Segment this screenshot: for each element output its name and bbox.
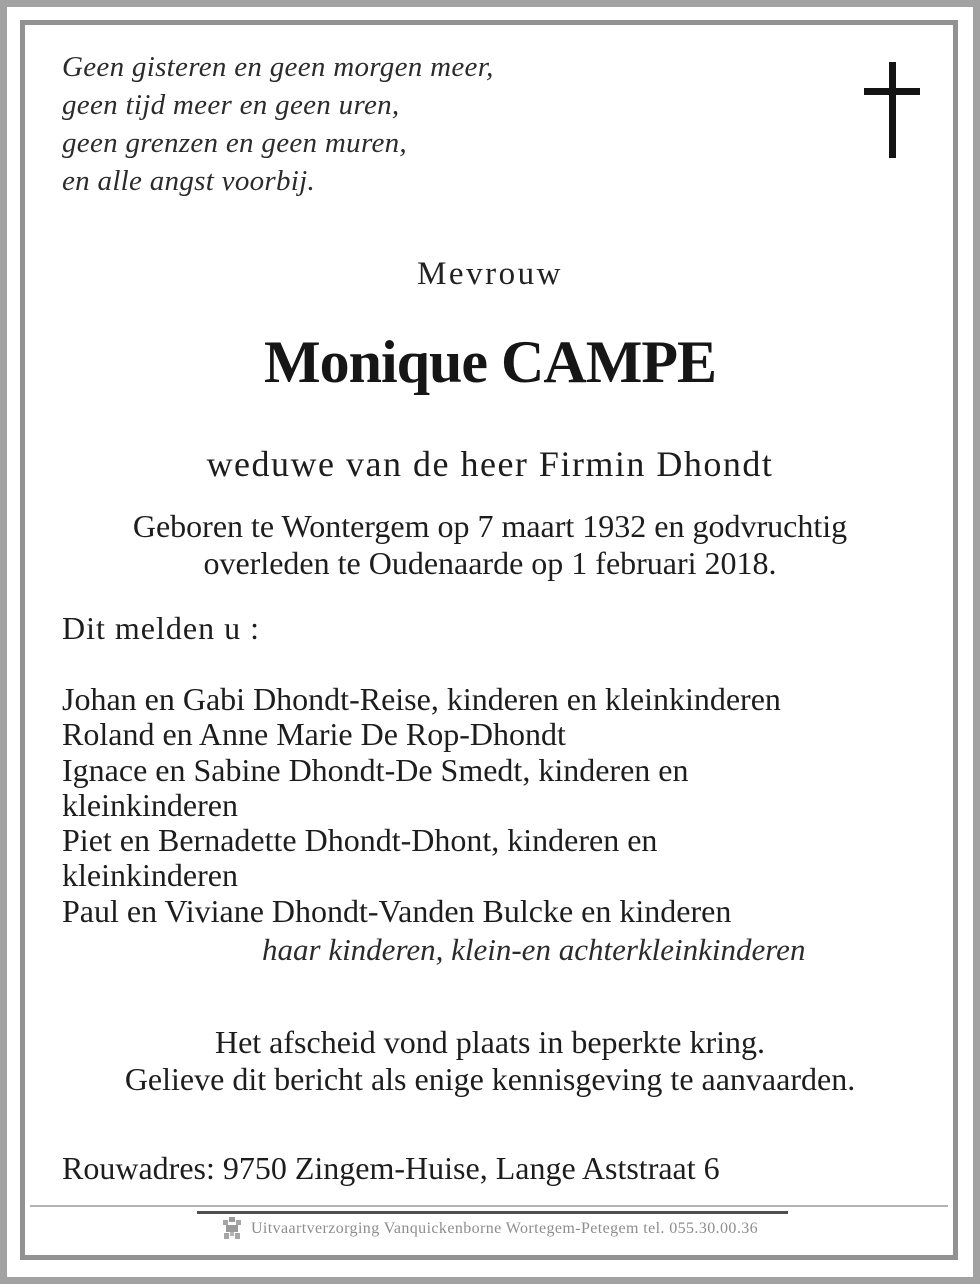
- widow-relation-line: weduwe van de heer Firmin Dhondt: [206, 444, 774, 484]
- family-line: Ignace en Sabine Dhondt-De Smedt, kinderen en: [62, 751, 689, 788]
- announcement-label: Dit melden u :: [62, 610, 260, 646]
- closing-message: [0, 1024, 980, 1098]
- closing-line: Gelieve dit bericht als enige kennisgeving te aanvaarden.: [124, 1061, 856, 1097]
- funeral-home-footer: [0, 1217, 980, 1240]
- funeral-home-text: Uitvaartverzorging Vanquickenborne Wortegem-Petegem tel. 055.30.00.36: [250, 1219, 759, 1237]
- tribute-line: haar kinderen, klein-en achterkleinkinderen: [262, 932, 806, 967]
- closing-line: Het afscheid vond plaats in beperkte kring.: [214, 1024, 766, 1060]
- family-line: kleinkinderen: [62, 786, 238, 823]
- poem-line: geen tijd meer en geen uren,: [62, 89, 400, 121]
- poem: [62, 48, 494, 200]
- mourning-address: Rouwadres: 9750 Zingem-Huise, Lange Aststraat 6: [62, 1150, 720, 1186]
- salutation: Mevrouw: [417, 256, 563, 292]
- poem-line: Geen gisteren en geen morgen meer,: [62, 51, 494, 83]
- birth-death-line: overleden te Oudenaarde op 1 februari 2018.: [203, 545, 777, 581]
- cross-horizontal-bar: [864, 88, 920, 95]
- cross-vertical-bar: [889, 62, 896, 158]
- deceased-name: Monique CAMPE: [264, 329, 716, 395]
- latin-cross-icon: [860, 60, 924, 160]
- funeral-home-emblem-icon: [222, 1217, 242, 1240]
- poem-line: geen grenzen en geen muren,: [62, 127, 407, 159]
- birth-death-info: [0, 508, 980, 582]
- footer-rule-light: [30, 1205, 948, 1207]
- family-line: Piet en Bernadette Dhondt-Dhont, kinderen en: [62, 822, 658, 859]
- birth-death-line: Geboren te Wontergem op 7 maart 1932 en godvruchtig: [132, 508, 848, 544]
- family-line: Paul en Viviane Dhondt-Vanden Bulcke en kinderen: [62, 892, 732, 929]
- footer-rule-dark: [197, 1211, 788, 1214]
- family-list: [62, 682, 920, 929]
- family-line: kleinkinderen: [62, 857, 238, 894]
- family-line: Johan en Gabi Dhondt-Reise, kinderen en kleinkinderen: [62, 681, 781, 717]
- family-line: Roland en Anne Marie De Rop-Dhondt: [62, 716, 566, 753]
- poem-line: en alle angst voorbij.: [62, 165, 316, 197]
